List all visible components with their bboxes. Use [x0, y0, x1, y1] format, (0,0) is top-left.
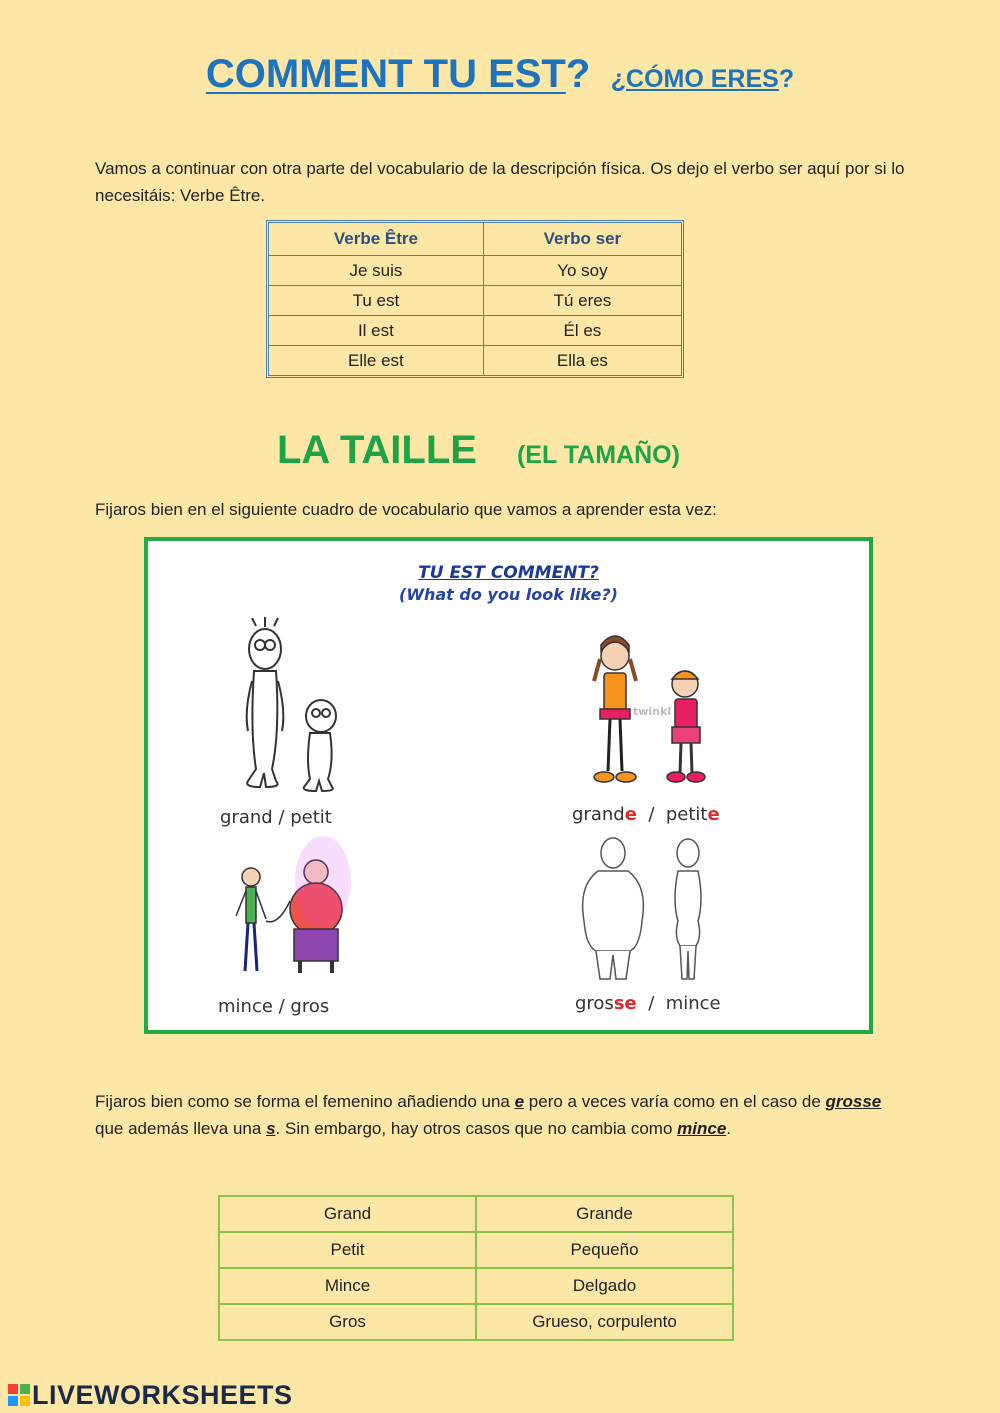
short-girl-icon	[667, 671, 705, 782]
table-cell: Pequeño	[476, 1232, 733, 1268]
illustration-subtitle: (What do you look like?)	[399, 585, 618, 604]
emphasis-grosse: grosse	[825, 1092, 882, 1111]
table-row	[219, 1268, 733, 1304]
table-cell: Grande	[476, 1196, 733, 1232]
illustration-drawings	[148, 541, 869, 1030]
caption-mince-gros: mince / gros	[218, 996, 330, 1017]
table-cell: Grand	[219, 1196, 476, 1232]
slim-woman-outline-icon	[675, 839, 701, 979]
instruction-paragraph: Fijaros bien en el siguiente cuadro de vocabulario que vamos a aprender esta vez:	[95, 500, 717, 519]
table-cell: Je suis	[269, 256, 484, 286]
tall-person-icon	[247, 617, 284, 787]
illustration-title: TU EST COMMENT? (What do you look like?)	[148, 563, 869, 604]
vocab-illustration	[144, 537, 873, 1034]
table-cell: Gros	[219, 1304, 476, 1340]
title-main: COMMENT TU EST	[205, 52, 566, 96]
explanation-paragraph: Fijaros bien como se forma el femenino añadiendo una e pero a veces varía como en el caso de grosse que además lleva una s. Sin embargo, hay otros casos que no cambia como mince.	[95, 1092, 882, 1138]
table-row	[219, 1304, 733, 1340]
table-cell: Il est	[269, 316, 484, 346]
adjective-table	[218, 1195, 734, 1341]
caption-grosse-mince: grosse / mince	[575, 993, 721, 1014]
liveworksheets-logo[interactable]: LIVEWORKSHEETS	[8, 1380, 293, 1411]
table-cell: Yo soy	[483, 256, 681, 286]
table-header-cell: Verbo ser	[483, 223, 681, 256]
intro-paragraph: Vamos a continuar con otra parte del vocabulario de la descripción física. Os dejo el verbo ser aquí por si lo necesitáis: Verbe Être.	[95, 159, 905, 205]
decorative-shadow	[295, 836, 351, 926]
table-header-cell: Verbe Être	[269, 223, 484, 256]
thin-person-icon	[236, 868, 266, 971]
caption-grand-petit: grand / petit	[220, 807, 332, 828]
emphasis-s: s	[266, 1119, 276, 1138]
table-cell: Petit	[219, 1232, 476, 1268]
tall-girl-icon	[594, 636, 636, 782]
table-cell: Delgado	[476, 1268, 733, 1304]
table-row	[269, 316, 682, 346]
table-row	[269, 286, 682, 316]
page-title: COMMENT TU EST? ¿CÓMO ERES?	[205, 52, 795, 96]
table-cell: Ella es	[483, 346, 681, 376]
section-title: LA TAILLE (EL TAMAÑO)	[277, 428, 680, 472]
caption-grande-petite: grande / petite	[572, 804, 720, 825]
table-cell: Mince	[219, 1268, 476, 1304]
verb-table	[268, 222, 682, 376]
section-subtitle: (EL TAMAÑO)	[516, 441, 680, 469]
logo-blocks-icon	[8, 1384, 30, 1406]
table-cell: Tú eres	[483, 286, 681, 316]
emphasis-mince: mince	[677, 1119, 727, 1138]
title-sub: CÓMO ERES	[626, 65, 779, 93]
table-row	[269, 256, 682, 286]
short-person-icon	[304, 700, 336, 791]
emphasis-e: e	[514, 1092, 525, 1111]
watermark: twinkl	[633, 705, 672, 718]
table-row	[219, 1196, 733, 1232]
table-cell: Grueso, corpulento	[476, 1304, 733, 1340]
table-cell: Él es	[483, 316, 681, 346]
table-cell: Elle est	[269, 346, 484, 376]
table-header-row	[269, 223, 682, 256]
table-cell: Tu est	[269, 286, 484, 316]
table-row	[269, 346, 682, 376]
table-row	[219, 1232, 733, 1268]
heavy-woman-outline-icon	[583, 838, 644, 979]
